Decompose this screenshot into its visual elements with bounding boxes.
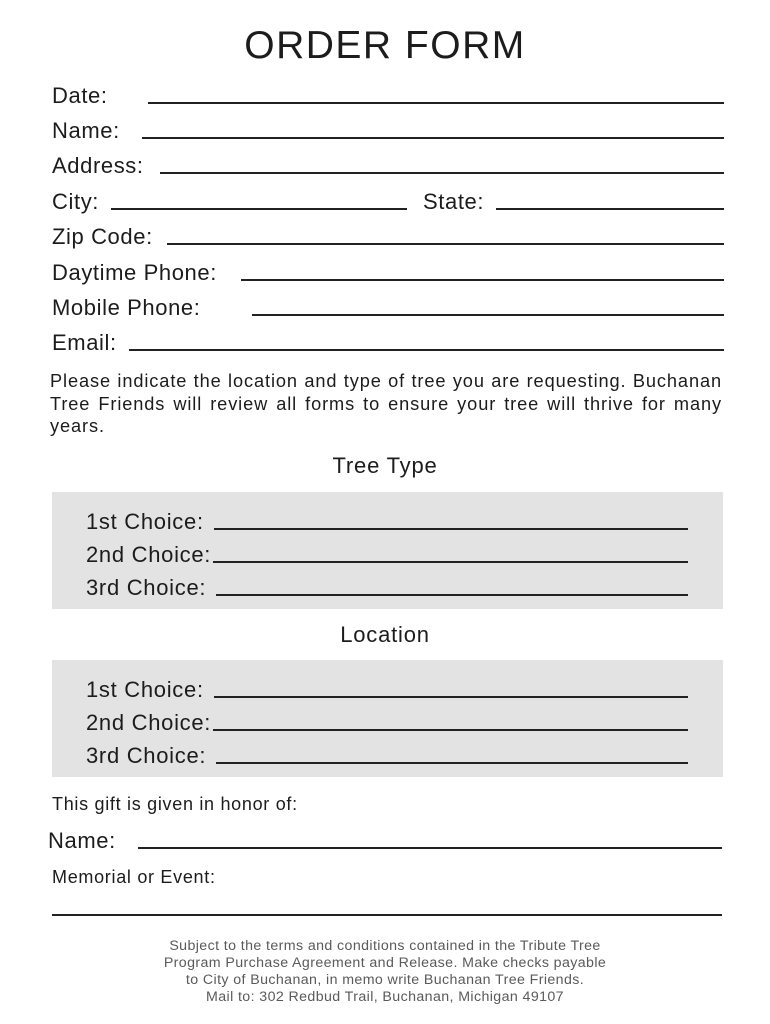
- zip-field: [52, 219, 724, 249]
- memorial-label: Memorial or Event:: [52, 867, 216, 887]
- terms-footer: [40, 938, 730, 1006]
- city-state-field: [52, 184, 724, 214]
- date-label: Date:: [52, 83, 108, 108]
- location-heading: Location: [340, 622, 430, 647]
- address-field: [52, 148, 724, 178]
- tree-type-heading: Tree Type: [332, 453, 438, 478]
- tree-type-choice-1-label: 1st Choice:: [86, 509, 204, 534]
- footer-line-2: Program Purchase Agreement and Release. Make checks payable: [163, 955, 607, 971]
- memorial-line[interactable]: [52, 914, 722, 916]
- tree-type-choice-3: [86, 572, 688, 600]
- location-choice-2-line[interactable]: [213, 729, 688, 731]
- location-choice-2: [86, 707, 688, 735]
- tree-type-choice-2: [86, 539, 688, 567]
- zip-label: Zip Code:: [52, 224, 153, 249]
- form-title: ORDER FORM: [244, 24, 526, 67]
- tree-type-choice-2-label: 2nd Choice:: [86, 542, 212, 567]
- location-choice-3: [86, 740, 688, 768]
- tree-type-choice-2-line[interactable]: [213, 561, 688, 563]
- footer-line-1: Subject to the terms and conditions contained in the Tribute Tree: [169, 938, 601, 954]
- location-choice-3-line[interactable]: [216, 762, 688, 764]
- email-field: [52, 325, 724, 355]
- mobile-phone-label: Mobile Phone:: [52, 295, 201, 320]
- mobile-phone-field: [52, 290, 724, 320]
- name-label: Name:: [52, 118, 120, 143]
- daytime-phone-field: [52, 255, 724, 285]
- zip-line[interactable]: [167, 243, 724, 245]
- tree-type-box: [52, 492, 723, 609]
- date-line[interactable]: [148, 102, 724, 104]
- instructions-text: Please indicate the location and type of tree you are requesting. Buchanan Tree Friends will review all forms to ensure your tree will thrive for many years.: [50, 371, 722, 436]
- honor-name-label: Name:: [48, 828, 116, 853]
- location-choice-3-label: 3rd Choice:: [86, 743, 207, 768]
- location-choice-1-label: 1st Choice:: [86, 677, 204, 702]
- name-line[interactable]: [142, 137, 724, 139]
- daytime-phone-label: Daytime Phone:: [52, 260, 217, 285]
- location-choice-2-label: 2nd Choice:: [86, 710, 212, 735]
- tree-type-choice-3-label: 3rd Choice:: [86, 575, 207, 600]
- tree-type-choice-3-line[interactable]: [216, 594, 688, 596]
- date-field: [52, 78, 724, 108]
- mobile-phone-line[interactable]: [252, 314, 724, 316]
- address-label: Address:: [52, 153, 144, 178]
- address-line[interactable]: [160, 172, 724, 174]
- honor-name-line[interactable]: [138, 847, 722, 849]
- honor-intro-text: This gift is given in honor of:: [52, 794, 298, 814]
- honor-name-field: [48, 823, 722, 853]
- location-choice-1-line[interactable]: [214, 696, 688, 698]
- email-line[interactable]: [129, 349, 724, 351]
- state-label: State:: [423, 189, 485, 214]
- tree-type-choice-1: [86, 506, 688, 534]
- state-line[interactable]: [496, 208, 724, 210]
- city-label: City:: [52, 189, 99, 214]
- daytime-phone-line[interactable]: [241, 279, 724, 281]
- footer-line-4: Mail to: 302 Redbud Trail, Buchanan, Michigan 49107: [206, 989, 564, 1005]
- location-box: [52, 660, 723, 777]
- tree-type-choice-1-line[interactable]: [214, 528, 688, 530]
- name-field: [52, 113, 724, 143]
- city-line[interactable]: [111, 208, 407, 210]
- footer-line-3: to City of Buchanan, in memo write Buchanan Tree Friends.: [185, 972, 585, 988]
- location-choice-1: [86, 674, 688, 702]
- email-label: Email:: [52, 330, 117, 355]
